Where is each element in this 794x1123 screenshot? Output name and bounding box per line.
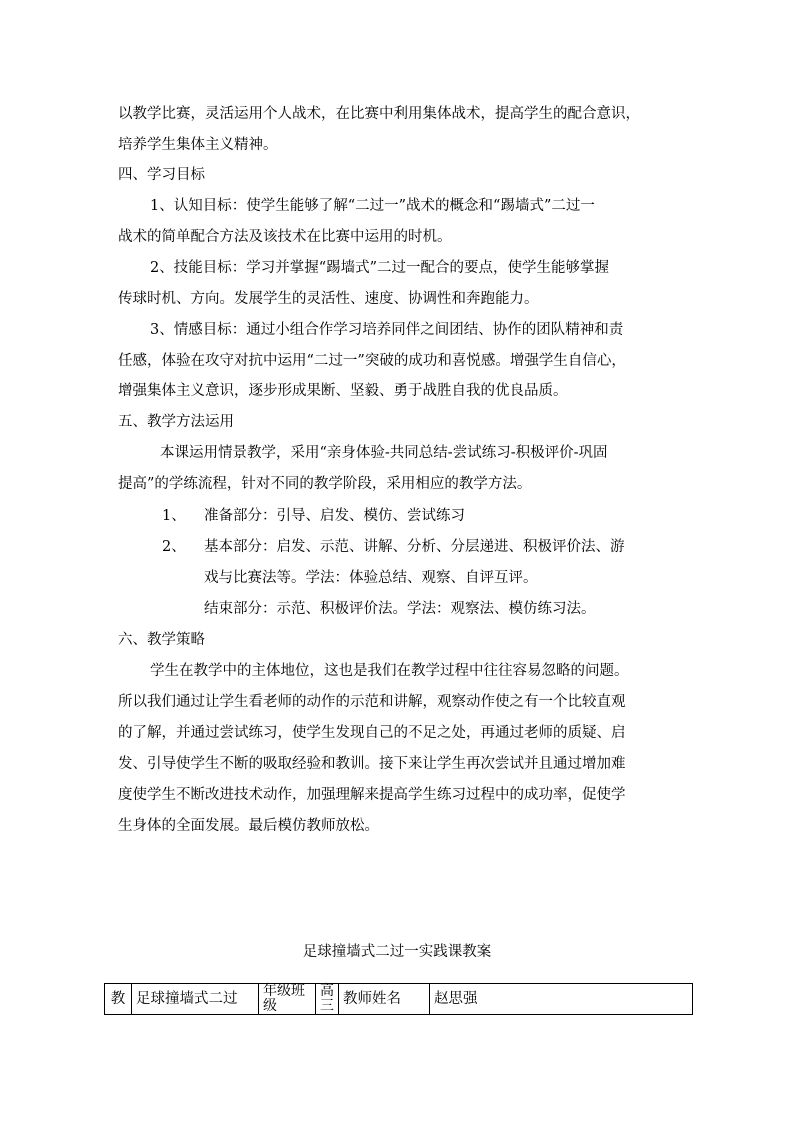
teacher-name-cell: 赵思强: [430, 984, 693, 1015]
list-number: 2、: [162, 539, 186, 555]
text-line: 本课运用情景教学，采用“亲身体验-共同总结-尝试练习-积极评价-巩固: [160, 445, 608, 461]
text-line: 1、认知目标：使学生能够了解“二过一”战术的概念和“踢墙式”二过一: [150, 198, 595, 214]
text-line: 提高”的学练流程，针对不同的教学阶段，采用相应的教学方法。: [118, 476, 532, 492]
teacher-label-cell: 教师姓名: [339, 984, 430, 1015]
teach-cell: 教: [105, 984, 132, 1015]
text-line: 战术的简单配合方法及该技术在比赛中运用的时机。: [118, 229, 452, 245]
text-line: 发、引导使学生不断的吸取经验和教训。接下来让学生再次尝试并且通过增加难: [118, 756, 626, 772]
section-heading: 五、教学方法运用: [118, 414, 234, 430]
grade-label-cell: 年级班级: [259, 984, 316, 1015]
table-row: [105, 984, 693, 1015]
course-name-cell: 足球撞墙式二过: [132, 984, 259, 1015]
lesson-info-table: [104, 983, 693, 1015]
grade-value-cell: 高三: [316, 984, 339, 1015]
text-line: 增强集体主义意识，逐步形成果断、坚毅、勇于战胜自我的优良品质。: [118, 383, 568, 399]
text-line: 的了解，并通过尝试练习，使学生发现自己的不足之处，再通过老师的质疑、启: [118, 725, 626, 741]
text-line: 传球时机、方向。发展学生的灵活性、速度、协调性和奔跑能力。: [118, 291, 539, 307]
lesson-plan-title: 足球撞墙式二过一实践课教案: [302, 944, 492, 960]
text-line: 所以我们通过让学生看老师的动作的示范和讲解，观察动作使之有一个比较直观: [118, 694, 626, 710]
list-item: 基本部分：启发、示范、讲解、分析、分层递进、积极评价法、游: [204, 539, 625, 555]
list-item: 准备部分：引导、启发、模仿、尝试练习: [204, 508, 465, 524]
section-heading: 六、教学策略: [118, 632, 205, 648]
text-line: 3、情感目标：通过小组合作学习培养同伴之间团结、协作的团队精神和责: [150, 322, 624, 338]
text-line: 培养学生集体主义精神。: [118, 137, 278, 153]
section-heading: 四、学习目标: [118, 167, 205, 183]
text-line: 任感，体验在攻守对抗中运用“二过一”突破的成功和喜悦感。增强学生自信心，: [118, 353, 626, 369]
text-line: 学生在教学中的主体地位，这也是我们在教学过程中往往容易忽略的问题。: [150, 663, 629, 679]
text-line: 2、技能目标：学习并掌握“踢墙式”二过一配合的要点，使学生能够掌握: [150, 260, 610, 276]
list-number: 1、: [162, 508, 186, 524]
list-item: 结束部分：示范、积极评价法。学法：观察法、模仿练习法。: [204, 601, 596, 617]
text-line: 度使学生不断改进技术动作，加强理解来提高学生练习过程中的成功率，促使学: [118, 787, 626, 803]
text-line: 生身体的全面发展。最后模仿教师放松。: [118, 818, 379, 834]
text-line: 以教学比赛，灵活运用个人战术，在比赛中利用集体战术，提高学生的配合意识，: [118, 106, 640, 122]
list-item: 戏与比赛法等。学法：体验总结、观察、自评互评。: [204, 570, 538, 586]
